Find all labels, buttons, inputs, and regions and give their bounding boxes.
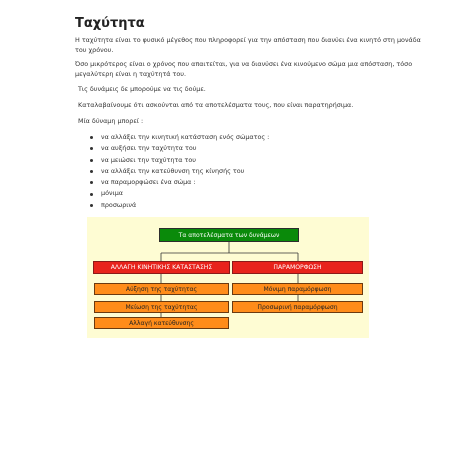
diagram-root-node: Τα αποτελέσματα των δυνάμεων xyxy=(159,228,299,242)
page-title: Ταχύτητα xyxy=(75,16,145,31)
diagram-leaf-permanent-deformation: Μόνιμη παραμόρφωση xyxy=(232,283,363,295)
list-item: μόνιμα xyxy=(90,188,269,199)
diagram-leaf-temporary-deformation: Προσωρινή παραμόρφωση xyxy=(232,301,363,313)
bullet-icon xyxy=(90,170,93,173)
bullet-icon xyxy=(90,193,93,196)
list-item: να μειώσει την ταχύτητα του xyxy=(90,155,269,166)
diagram-category-motion-change: ΑΛΛΑΓΗ ΚΙΝΗΤΙΚΗΣ ΚΑΤΑΣΤΑΣΗΣ xyxy=(93,261,230,274)
diagram-leaf-speed-decrease: Μείωση της ταχύτητας xyxy=(94,301,229,313)
list-item: να αλλάξει την κινητική κατάσταση ενός σώματος : xyxy=(90,132,269,143)
list-item: να παραμορφώσει ένα σώμα : xyxy=(90,177,269,188)
paragraph-definition: Η ταχύτητα είναι το φυσικό μέγεθος που πληροφορεί για την απόσταση που διανύει ένα κινητό στη μονάδα του χρόνου. xyxy=(75,36,421,54)
list-item: να αυξήσει την ταχύτητα του xyxy=(90,143,269,154)
paragraph-speed-relation: Όσο μικρότερος είναι ο χρόνος που απαιτείται, για να διανύσει ένα κινούμενο σώμα μια απόσταση, τόσο μεγαλύτερη είναι η ταχύτητά του. xyxy=(75,60,413,78)
bullet-icon xyxy=(90,136,93,139)
diagram-leaf-direction-change: Αλλαγή κατεύθυνσης xyxy=(94,317,229,329)
paragraph-forces-invisible: Τις δυνάμεις δε μπορούμε να τις δούμε. xyxy=(78,85,206,93)
list-item: να αλλάξει την κατεύθυνση της κίνησής του xyxy=(90,166,269,177)
bullet-icon xyxy=(90,204,93,207)
diagram-category-deformation: ΠΑΡΑΜΟΡΦΩΣΗ xyxy=(232,261,363,274)
diagram-leaf-speed-increase: Αύξηση της ταχύτητας xyxy=(94,283,229,295)
bullet-list xyxy=(90,132,269,211)
paragraph-forces-effects: Καταλαβαίνουμε ότι ασκούνται από τα αποτελέσματα τους, που είναι παρατηρήσιμα. xyxy=(78,101,354,109)
bullet-icon xyxy=(90,147,93,150)
paragraph-force-can: Μία δύναμη μπορεί : xyxy=(78,117,144,125)
force-effects-diagram xyxy=(87,217,369,338)
bullet-icon xyxy=(90,181,93,184)
list-item: προσωρινά xyxy=(90,200,269,211)
bullet-icon xyxy=(90,159,93,162)
